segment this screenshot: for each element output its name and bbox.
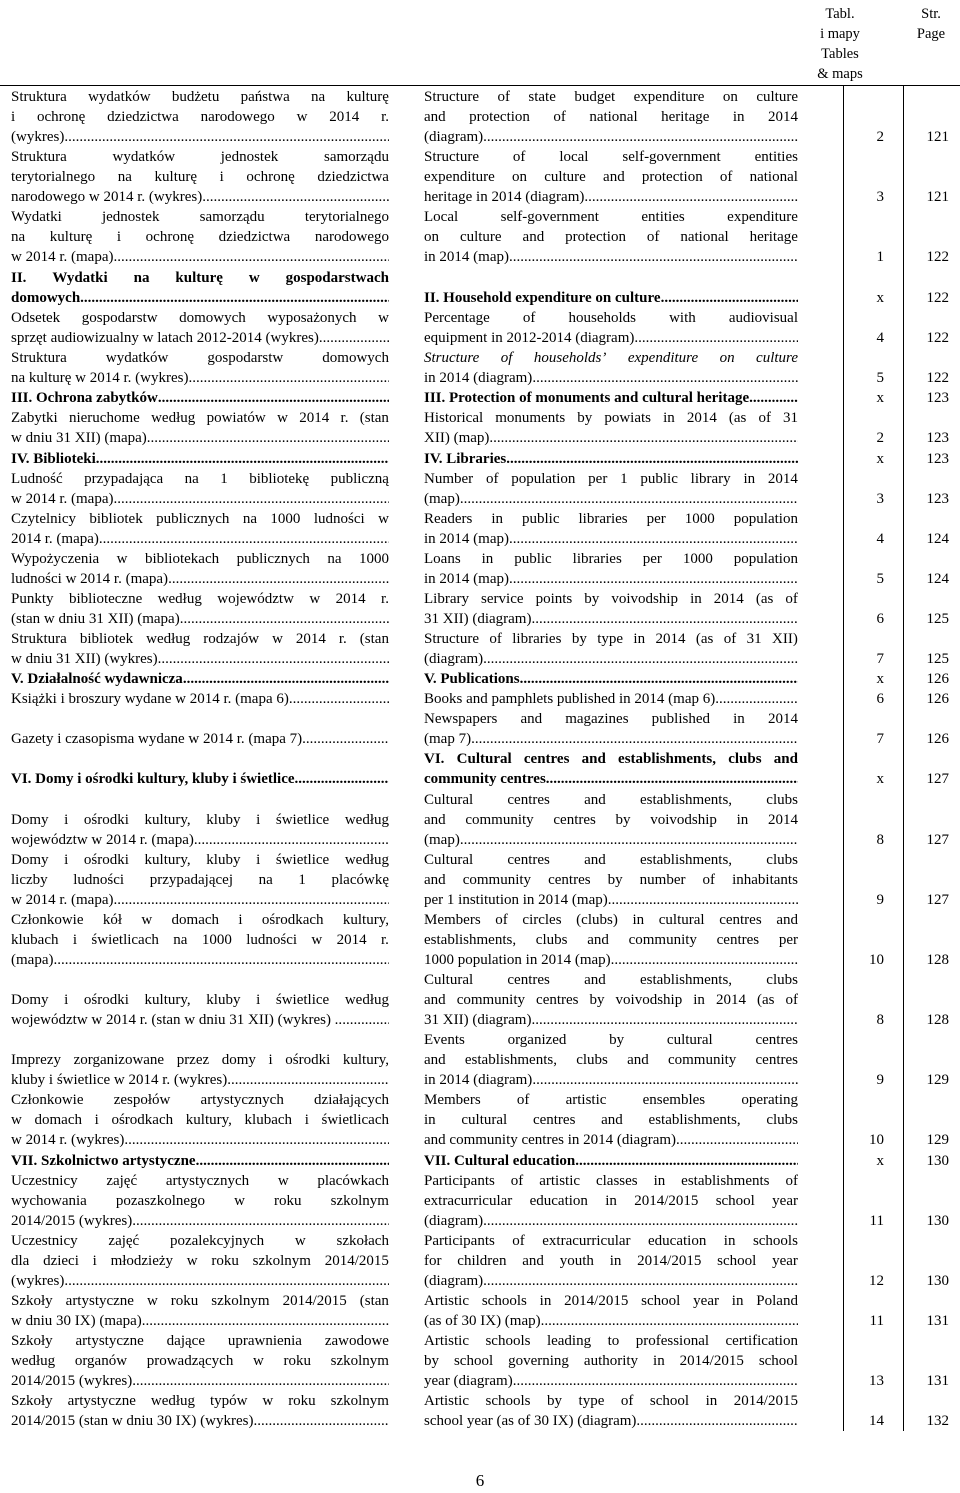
english-title-line: Newspapers and magazines published in 2014: [424, 711, 798, 727]
english-title-line: (diagram) .....: [424, 649, 798, 669]
english-title-line: Participants of artistic classes in establishments of: [424, 1173, 798, 1189]
english-title: [424, 308, 798, 348]
polish-title-line: Imprezy zorganizowane przez domy i ośrodki kultury,: [11, 1052, 389, 1069]
polish-title-line: Uczestnicy zajęć pozalekcyjnych w szkołach: [11, 1233, 389, 1249]
polish-title-line: III. Ochrona zabytków .....: [11, 388, 389, 408]
page-number-cell: 122: [926, 330, 949, 347]
table-number: 1: [876, 249, 884, 266]
english-title-line: Events organized by cultural centres: [424, 1032, 798, 1048]
page-number-cell: 125: [926, 651, 949, 668]
polish-title-line: w dniu 30 IX) (mapa) .....: [11, 1311, 389, 1331]
english-title: [424, 549, 798, 589]
polish-title-line: Zabytki nieruchome według powiatów w 2014 r. (stan: [11, 410, 389, 426]
english-title-line: in 2014 (map) .....: [424, 529, 798, 549]
english-title: [424, 970, 798, 1031]
table-number: 3: [876, 491, 884, 508]
page-number-cell: 123: [926, 451, 949, 467]
polish-title-line: w dniu 31 XII) (wykres) .....: [11, 649, 389, 669]
table-number: 10: [869, 1132, 884, 1149]
page-number-cell: 129: [926, 1072, 949, 1089]
polish-title-line: na kulturę w 2014 r. (wykres) .....: [11, 368, 389, 388]
page-number-cell: 121: [926, 189, 949, 206]
page-number-cell: 126: [926, 691, 949, 707]
english-title-line: Structure of state budget expenditure on culture: [424, 89, 798, 105]
polish-title-line: Struktura bibliotek według rodzajów w 2014 r. (stan: [11, 631, 389, 647]
english-title-line: (diagram) .....: [424, 1271, 798, 1291]
polish-title-line: województw w 2014 r. (mapa) .....: [11, 830, 389, 850]
english-title: [424, 850, 798, 911]
english-title-line: 31 XII) (diagram) .....: [424, 609, 798, 629]
english-title-line: (map) .....: [424, 830, 798, 850]
polish-title-line: Uczestnicy zajęć artystycznych w placówkach: [11, 1173, 389, 1189]
english-title: [424, 709, 798, 749]
polish-title: [11, 1151, 389, 1171]
polish-title-line: Wypożyczenia w bibliotekach publicznych na 1000: [11, 551, 389, 567]
english-title-line: in 2014 (map) .....: [424, 247, 798, 267]
header-str: [903, 4, 959, 44]
table-number: 2: [876, 430, 884, 447]
polish-title-line: [11, 790, 389, 810]
english-title: [424, 207, 798, 268]
english-title-line: and establishments, clubs and community centres: [424, 1052, 798, 1069]
table-number: x: [876, 390, 884, 406]
english-title-line: per 1 institution in 2014 (map) .....: [424, 890, 798, 910]
english-title-line: and community centres by voivodship in 2014 (as of: [424, 992, 798, 1009]
polish-title-line: (wykres) .....: [11, 1271, 389, 1291]
polish-title: [11, 749, 389, 789]
page-number-cell: 126: [926, 671, 949, 687]
table-number: 11: [869, 1313, 884, 1330]
polish-title-line: ludności w 2014 r. (mapa) .....: [11, 569, 389, 589]
polish-title: [11, 509, 389, 549]
english-title: [424, 1030, 798, 1091]
polish-title-line: 2014/2015 (wykres) .....: [11, 1211, 389, 1231]
table-number: 9: [876, 1072, 884, 1089]
english-title-line: Artistic schools in 2014/2015 school year in Poland: [424, 1293, 798, 1309]
english-title-line: V. Publications .....: [424, 669, 798, 689]
english-title-line: school year (as of 30 IX) (diagram) .....: [424, 1411, 798, 1431]
english-title: [424, 268, 798, 308]
polish-title-line: terytorialnego na kulturę i ochronę dziedzictwa: [11, 169, 389, 186]
polish-title-line: Gazety i czasopisma wydane w 2014 r. (mapa 7) .....: [11, 729, 389, 749]
english-title: [424, 1090, 798, 1151]
english-title-line: 31 XII) (diagram) .....: [424, 1010, 798, 1030]
polish-title: [11, 669, 389, 689]
polish-title-line: Członkowie kół w domach i ośrodkach kultury,: [11, 912, 389, 928]
page-number-cell: 129: [926, 1132, 949, 1149]
english-title-line: establishments, clubs and community centres per: [424, 932, 798, 949]
table-number: 4: [876, 531, 884, 548]
page-number-cell: 122: [926, 290, 949, 307]
english-title-line: Cultural centres and establishments, clubs: [424, 852, 798, 868]
table-number: 10: [869, 952, 884, 969]
english-title-line: Cultural centres and establishments, clubs: [424, 792, 798, 808]
polish-title: [11, 910, 389, 971]
polish-title-line: Ludność przypadająca na 1 bibliotekę publiczną: [11, 471, 389, 487]
english-title-line: in cultural centres and establishments, clubs: [424, 1112, 798, 1129]
page-number-cell: 123: [926, 390, 949, 406]
polish-title: [11, 469, 389, 509]
page-number-cell: 121: [926, 129, 949, 146]
page-number-cell: 130: [926, 1153, 949, 1169]
english-title-line: II. Household expenditure on culture .....: [424, 288, 798, 308]
polish-title: [11, 1331, 389, 1392]
table-number: 8: [876, 1012, 884, 1029]
table-number: 8: [876, 832, 884, 849]
table-number: 2: [876, 129, 884, 146]
english-title-line: for children and youth in 2014/2015 school year: [424, 1253, 798, 1270]
polish-title: [11, 549, 389, 589]
english-title: [424, 1171, 798, 1232]
english-title-line: IV. Libraries .....: [424, 449, 798, 469]
english-title-line: equipment in 2012-2014 (diagram) .....: [424, 328, 798, 348]
polish-title-line: kluby i świetlice w 2014 r. (wykres) .....: [11, 1070, 389, 1090]
table-number: 7: [876, 731, 884, 748]
english-title-line: Structure of households’ expenditure on culture: [424, 350, 798, 366]
english-title: [424, 790, 798, 851]
polish-title: [11, 689, 389, 709]
english-title-line: Loans in public libraries per 1000 population: [424, 551, 798, 567]
header-tabl-line: Tabl.: [825, 6, 855, 22]
polish-title-line: w 2014 r. (mapa) .....: [11, 890, 389, 910]
page-number-cell: 127: [926, 771, 949, 788]
polish-title: [11, 629, 389, 669]
polish-title: [11, 1030, 389, 1091]
polish-title-line: Struktura wydatków budżetu państwa na kulturę: [11, 89, 389, 105]
english-title: [424, 669, 798, 689]
polish-title-line: II. Wydatki na kulturę w gospodarstwach: [11, 270, 389, 286]
english-title-line: Members of circles (clubs) in cultural centres and: [424, 912, 798, 928]
english-title-line: Library service points by voivodship in 2014 (as of: [424, 591, 798, 607]
polish-title-line: Członkowie zespołów artystycznych działających: [11, 1092, 389, 1108]
table-number: x: [876, 451, 884, 467]
polish-title-line: (mapa) .....: [11, 950, 389, 970]
table-number: 12: [869, 1273, 884, 1290]
polish-title-line: VI. Domy i ośrodki kultury, kluby i świetlice .....: [11, 769, 389, 789]
polish-title-line: i ochronę dziedzictwa narodowego w 2014 r.: [11, 109, 389, 126]
page-number-cell: 122: [926, 370, 949, 387]
english-title-line: in 2014 (map) .....: [424, 569, 798, 589]
table-number: 3: [876, 189, 884, 206]
polish-title-line: Książki i broszury wydane w 2014 r. (mapa 6) .....: [11, 689, 389, 709]
table-number: 6: [876, 691, 884, 707]
polish-title: [11, 147, 389, 208]
table-number: 9: [876, 892, 884, 909]
english-title-line: and community centres in 2014 (diagram) .....: [424, 1130, 798, 1150]
polish-title-line: dla dzieci i młodzieży w roku szkolnym 2014/2015: [11, 1253, 389, 1270]
polish-title-line: [11, 709, 389, 729]
english-title-line: extracurricular education in 2014/2015 school year: [424, 1193, 798, 1210]
english-title: [424, 449, 798, 469]
english-title-line: Local self-government entities expenditure: [424, 209, 798, 225]
english-title-line: Readers in public libraries per 1000 population: [424, 511, 798, 527]
polish-title-line: narodowego w 2014 r. (wykres) .....: [11, 187, 389, 207]
polish-title-line: Odsetek gospodarstw domowych wyposażonych w: [11, 310, 389, 326]
page-number-cell: 130: [926, 1273, 949, 1290]
table-number: 6: [876, 611, 884, 628]
english-title-line: expenditure on culture and protection of national: [424, 169, 798, 186]
english-title: [424, 87, 798, 148]
polish-title-line: (wykres) .....: [11, 127, 389, 147]
polish-title: [11, 1291, 389, 1331]
page-number-cell: 128: [926, 1012, 949, 1029]
page-number-cell: 130: [926, 1213, 949, 1230]
polish-title-line: [11, 749, 389, 769]
polish-title: [11, 1231, 389, 1292]
table-number: 14: [869, 1413, 884, 1430]
polish-title-line: VII. Szkolnictwo artystyczne .....: [11, 1151, 389, 1171]
polish-title-line: Punkty biblioteczne według województw w 2014 r.: [11, 591, 389, 607]
polish-title-line: w dniu 31 XII) (mapa) .....: [11, 428, 389, 448]
polish-title-line: Czytelnicy bibliotek publicznych na 1000 ludności w: [11, 511, 389, 527]
header-rule: [0, 85, 960, 86]
table-number: x: [876, 671, 884, 687]
header-tabl: [788, 4, 892, 84]
polish-title-line: wychowania pozaszkolnego w roku szkolnym: [11, 1193, 389, 1210]
polish-title-line: województw w 2014 r. (stan w dniu 31 XII) (wykres) .. .....: [11, 1010, 389, 1030]
english-title-line: XII) (map) .....: [424, 428, 798, 448]
table-number: 7: [876, 651, 884, 668]
english-title-line: by school governing authority in 2014/2015 school: [424, 1353, 798, 1370]
polish-title-line: Domy i ośrodki kultury, kluby i świetlice według: [11, 812, 389, 829]
page-number-cell: 127: [926, 832, 949, 849]
english-title-line: Number of population per 1 public library in 2014: [424, 471, 798, 487]
english-title-line: in 2014 (diagram) .....: [424, 368, 798, 388]
english-title: [424, 388, 798, 408]
english-title-line: (map 7) .....: [424, 729, 798, 749]
table-number: x: [876, 771, 884, 788]
polish-title: [11, 308, 389, 348]
english-title-line: (as of 30 IX) (map) .....: [424, 1311, 798, 1331]
polish-title-line: liczby ludności przypadającej na 1 placówkę: [11, 872, 389, 889]
english-title: [424, 509, 798, 549]
english-title: [424, 1391, 798, 1431]
english-title-line: [424, 268, 798, 288]
page-number-cell: 131: [926, 1313, 949, 1330]
page-number-cell: 131: [926, 1373, 949, 1390]
english-title-line: Historical monuments by powiats in 2014 (as of 31: [424, 410, 798, 426]
english-title-line: (map) .....: [424, 489, 798, 509]
header-tabl-line: i mapy: [820, 26, 860, 42]
page-number-cell: 123: [926, 491, 949, 508]
polish-title: [11, 388, 389, 408]
table-number: 11: [869, 1213, 884, 1230]
header-str-line: Str.: [921, 6, 941, 22]
english-title-line: community centres .....: [424, 769, 798, 789]
polish-title: [11, 408, 389, 448]
header-str-line: Page: [916, 26, 946, 42]
polish-title-line: (stan w dniu 31 XII) (mapa) .....: [11, 609, 389, 629]
polish-title-line: Wydatki jednostek samorządu terytorialnego: [11, 209, 389, 225]
page-number-cell: 124: [926, 571, 949, 588]
english-title: [424, 408, 798, 448]
polish-title: [11, 970, 389, 1031]
polish-title-line: Szkoły artystyczne w roku szkolnym 2014/2015 (stan: [11, 1293, 389, 1309]
polish-title-line: Struktura wydatków jednostek samorządu: [11, 149, 389, 165]
polish-title-line: 2014/2015 (wykres) .....: [11, 1371, 389, 1391]
polish-title-line: w domach i ośrodkach kultury, klubach i świetlicach: [11, 1112, 389, 1129]
polish-title-line: Struktura wydatków gospodarstw domowych: [11, 350, 389, 366]
english-title-line: (diagram) .....: [424, 1211, 798, 1231]
polish-title: [11, 449, 389, 469]
english-title-line: Participants of extracurricular education in schools: [424, 1233, 798, 1249]
english-title: [424, 348, 798, 388]
polish-title-line: według organów prowadzących w roku szkolnym: [11, 1353, 389, 1370]
page-number-cell: 132: [926, 1413, 949, 1430]
polish-title-line: w 2014 r. (mapa) .....: [11, 489, 389, 509]
page-number-cell: 127: [926, 892, 949, 909]
polish-title-line: Szkoły artystyczne według typów w roku szkolnym: [11, 1393, 389, 1409]
english-title-line: 1000 population in 2014 (map) .....: [424, 950, 798, 970]
polish-title-line: na kulturę i ochronę dziedzictwa narodowego: [11, 229, 389, 246]
polish-title-line: domowych .....: [11, 288, 389, 308]
english-title: [424, 147, 798, 208]
polish-title-line: IV. Biblioteki .....: [11, 449, 389, 469]
table-number: 5: [876, 370, 884, 387]
english-title: [424, 629, 798, 669]
polish-title: [11, 790, 389, 851]
english-title: [424, 749, 798, 789]
polish-title: [11, 348, 389, 388]
polish-title-line: V. Działalność wydawnicza .....: [11, 669, 389, 689]
english-title-line: Structure of local self-government entities: [424, 149, 798, 165]
english-title-line: and community centres by voivodship in 2014: [424, 812, 798, 829]
english-title-line: Percentage of households with audiovisual: [424, 310, 798, 326]
page-number: 6: [475, 1471, 485, 1490]
table-number: 4: [876, 330, 884, 347]
polish-title: [11, 709, 389, 749]
english-title-line: III. Protection of monuments and cultural heritage .....: [424, 388, 798, 408]
polish-title: [11, 850, 389, 911]
header-tabl-line: Tables: [821, 46, 859, 62]
polish-title: [11, 1171, 389, 1232]
polish-title: [11, 1391, 389, 1431]
english-title-line: on culture and protection of national heritage: [424, 229, 798, 246]
english-title-line: VII. Cultural education .....: [424, 1151, 798, 1171]
page-number-cell: 125: [926, 611, 949, 628]
english-title: [424, 469, 798, 509]
polish-title-line: Szkoły artystyczne dające uprawnienia zawodowe: [11, 1333, 389, 1349]
polish-title-line: 2014/2015 (stan w dniu 30 IX) (wykres) .....: [11, 1411, 389, 1431]
polish-title-line: Domy i ośrodki kultury, kluby i świetlice według: [11, 852, 389, 868]
english-title-line: Artistic schools by type of school in 2014/2015: [424, 1393, 798, 1409]
polish-title-line: [11, 970, 389, 990]
english-title: [424, 1151, 798, 1171]
polish-title: [11, 87, 389, 148]
polish-title-line: klubach i świetlicach na 1000 ludności w 2014 r.: [11, 932, 389, 949]
english-title-line: Structure of libraries by type in 2014 (as of 31 XII): [424, 631, 798, 647]
english-title: [424, 1291, 798, 1331]
polish-title: [11, 1090, 389, 1151]
page-number-cell: 124: [926, 531, 949, 548]
english-title-line: year (diagram) .....: [424, 1371, 798, 1391]
english-title-line: Books and pamphlets published in 2014 (map 6) .....: [424, 689, 798, 709]
english-title-line: VI. Cultural centres and establishments, clubs and: [424, 751, 798, 767]
english-title-line: Cultural centres and establishments, clubs: [424, 972, 798, 988]
table-number: x: [876, 290, 884, 307]
english-title: [424, 1331, 798, 1392]
english-title: [424, 689, 798, 709]
page-number-cell: 122: [926, 249, 949, 266]
table-number: 13: [869, 1373, 884, 1390]
english-title-line: Artistic schools leading to professional certification: [424, 1333, 798, 1349]
polish-title: [11, 268, 389, 308]
english-title: [424, 910, 798, 971]
polish-title: [11, 589, 389, 629]
page-number-cell: 128: [926, 952, 949, 969]
english-title-line: heritage in 2014 (diagram) .....: [424, 187, 798, 207]
polish-title-line: w 2014 r. (wykres) .....: [11, 1130, 389, 1150]
polish-title-line: 2014 r. (mapa) .....: [11, 529, 389, 549]
english-title-line: (diagram) .....: [424, 127, 798, 147]
polish-title-line: sprzęt audiowizualny w latach 2012-2014 (wykres) .....: [11, 328, 389, 348]
header-tabl-line: & maps: [817, 66, 863, 82]
polish-title-line: Domy i ośrodki kultury, kluby i świetlice według: [11, 992, 389, 1009]
table-number: 5: [876, 571, 884, 588]
table-number: x: [876, 1153, 884, 1169]
page-number-cell: 126: [926, 731, 949, 748]
english-title-line: Members of artistic ensembles operating: [424, 1092, 798, 1108]
english-title: [424, 589, 798, 629]
polish-title-line: w 2014 r. (mapa) .....: [11, 247, 389, 267]
english-title-line: in 2014 (diagram) .....: [424, 1070, 798, 1090]
polish-title-line: [11, 1030, 389, 1050]
english-title-line: and community centres by number of inhabitants: [424, 872, 798, 889]
page-number-cell: 123: [926, 430, 949, 447]
english-title-line: and protection of national heritage in 2014: [424, 109, 798, 126]
polish-title: [11, 207, 389, 268]
english-title: [424, 1231, 798, 1292]
